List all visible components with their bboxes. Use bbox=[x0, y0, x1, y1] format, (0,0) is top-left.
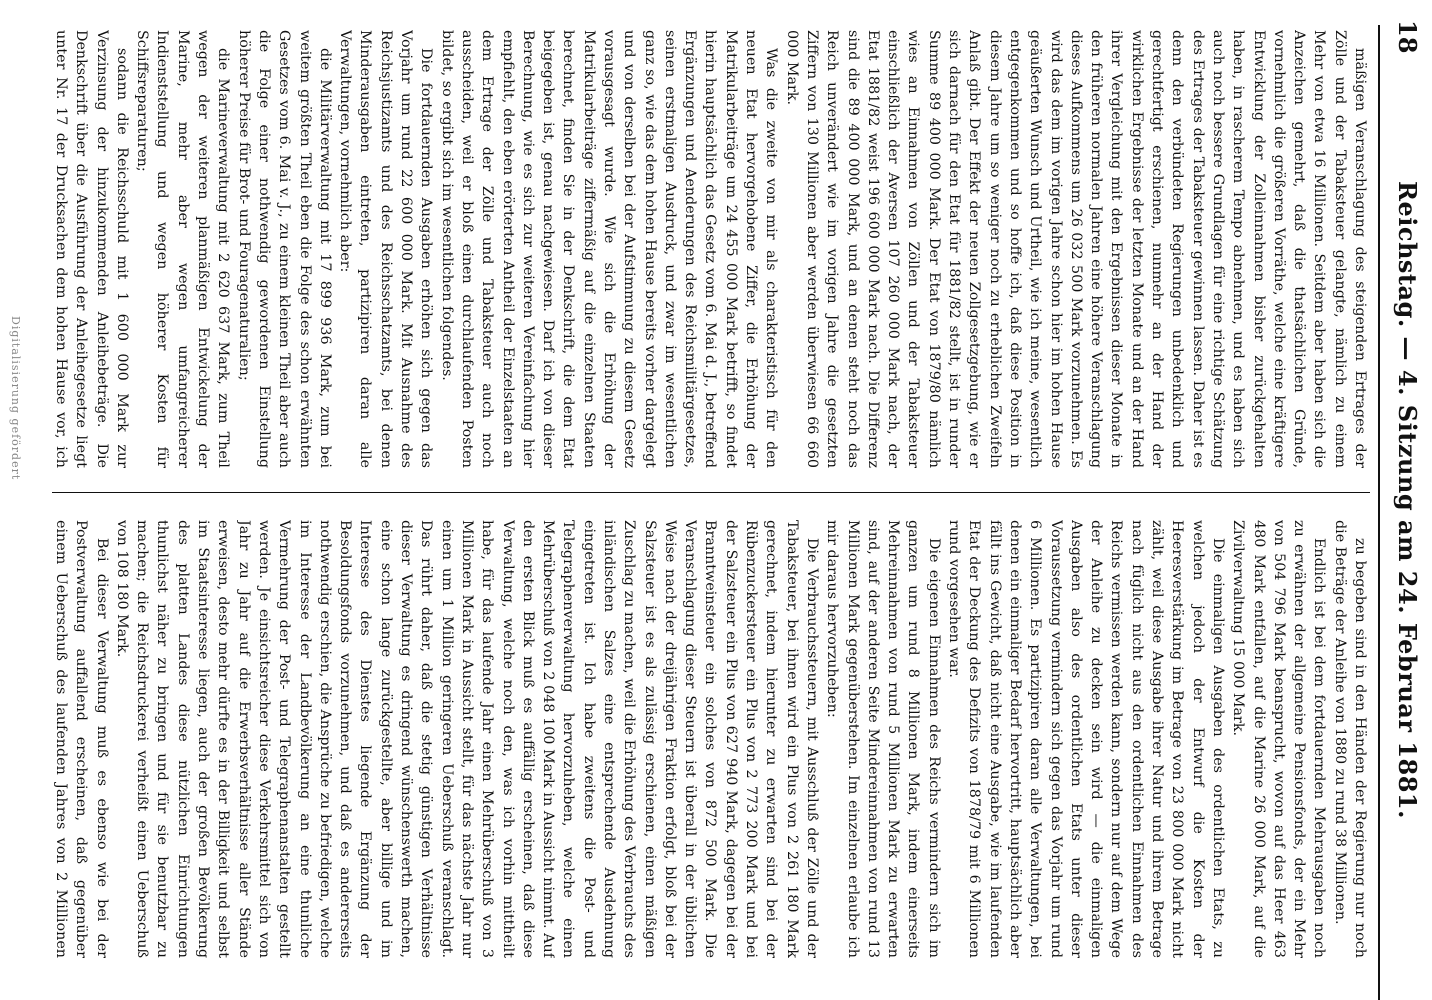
page-number: 18 bbox=[1393, 20, 1422, 54]
paragraph: mäßigen Veranschlagung des steigenden Ertrages der Zölle und der Tabaksteuer gelangte, nämlich zu einem Mehr von etwa 16 Millionen. Seitdem aber haben sich die Anzeichen gemehrt, daß die thatsächlichen Gründe, vornehmlich die größeren Vorräthe, welche eine kräftigere Entwicklung der Zolleinnahmen bisher zurückgehalten haben, in rascherem Tempo abnehmen, und es haben sich auch noch bessere Grundlagen für eine richtige Schätzung des Ertrages der Tabaksteuer gewinnen lassen. Daher ist es denn den verbündeten Regierungen unbedenklich und gerechtfertigt erschienen, nunmehr an der Hand der wirklichen Ergebnisse der letzten Monate und an der Hand ihrer Vergleichung mit den Ergebnissen dieser Monate in den früheren normalen Jahren eine höhere Veranschlagung dieses Aufkommens um 26 032 500 Mark vorzunehmen. Es wird das dem im vorigen Jahre schon hier im hohen Hause geäußerten Wunsch und Urtheil, wie ich meine, wesentlich entgegenkommen und so hoffe ich, daß diese Position in diesem Jahre um so weniger noch zu erheblichen Zweifeln Anlaß gibt. Der Effekt der neuen Zollgesetzgebung, wie er sich darnach für den Etat für 1881/82 stellt, ist in runder Summe 89 400 000 Mark. Der Etat von 1879/80 nämlich wies an Einnahmen von Zöllen und der Tabaksteuer einschließlich der Aversen 107 260 000 Mark nach, der Etat 1881/82 weist 196 600 000 Mark nach. Die Differenz sind die 89 400 000 Mark, und an denen steht noch das Reich unverändert wie im vorigen Jahre die gesetzten Ziffern von 130 Millionen aber werden überwiesen 66 660 000 Mark. bbox=[783, 30, 1368, 468]
paragraph: sodann die Reichsschuld mit 1 600 000 Mark zur Verzinsung der hinzukommenden Anleihebeträge. Die Denkschrift über die Ausführung der Anleihegesetze liegt unter Nr. 17 der Drucksachen dem hohen Hause vor, ich bbox=[53, 30, 130, 468]
page-header bbox=[1374, 0, 1432, 1000]
paragraph: Die Verbrauchssteuern, mit Ausschluß der Zölle und der Tabaksteuer, bei ihnen wird ein Plus von 2 261 180 Mark gerechnet, indem hierunter zu erwarten sind bei der Rübenzuckersteuer ein Plus von 2 773 200 Mark und bei der Salzsteuer ein Plus von 627 940 Mark, dagegen bei der Branntweinsteuer ein solches von 872 500 Mark. Die Veranschlagung dieser Steuern ist überall in der üblichen Weise nach der dreijährigen Fraktion erfolgt, bloß bei der Salzsteuer ist es als zulässig erschienen, einen mäßigen Zuschlag zu machen, weil die Erhöhung des Verbrauchs des inländischen Salzes eine entsprechende Ausdehnung eingetreten ist. Ich habe zweitens die Post- und Telegraphenverwaltung hervorzuheben, welche einen Mehrüberschuß von 2 048 100 Mark in Aussicht nimmt. Auf den ersten Blick muß es auffällig erscheinen, daß diese Verwaltung, welche noch den, was ich vorhin mittheilt habe, für das laufende Jahr einen Mehrüberschuß von 3 Millionen Mark in Aussicht stellt, für das nächste Jahr nur einen um 1 Million geringeren Ueberschuß veranschlagt. Das rührt daher, daß die stetig günstigen Verhältnisse dieser Verwaltung es dringend wünschenswerth machen, eine schon lange zurückgestellte, aber billige und im Interesse des Dienstes liegende Ergänzung der Besoldungsfonds vorzunehmen, und daß es andererseits nothwendig erschien, die Ansprüche zu befriedigen, welche im Interesse der Landbevölkerung an eine thunliche Vermehrung der Post- und Telegraphenanstalten gestellt werden. Je einsichtsreicher diese Verkehrsmittel sich von Jahr zu Jahr auf die Erwerbsverhältnisse aller Stände erweisen, desto mehr dürfte es in der Billigkeit und selbst im Staatsinteresse liegen, auch der großen Bevölkerung des platten Landes diese nützlichen Einrichtungen thunlichst näher zu bringen und für sie benutzbar zu machen; die Reichsdruckerei verheißt einen Ueberschuß von 108 180 Mark. bbox=[113, 520, 820, 958]
right-column bbox=[52, 520, 1370, 958]
faint-footer-text: Digitalisierung gefördert bbox=[9, 316, 22, 481]
paragraph: Was die zweite von mir als charakteristisch für den neuen Etat hervorgehobene Ziffer, die Erhöhung der Matrikularbeiträge um 24 455 000 Mark betrifft, so findet hierin hauptsächlich das Gesetz vom 6. Mai d. J., betreffend Ergänzungen und Aenderungen des Reichsmilitärgesetzes, seinen erstmaligen Ausdruck, und zwar im wesentlichen ganz so, wie das dem hohen Hause bereits vorher dargelegt und von derselben bei der Aufstimmung zu diesem Gesetz vorausgesagt wurde. Wie sich die Erhöhung der Matrikularbeiträge ziffermäßig auf die einzelnen Staaten berechnet, finden Sie in der Denkschrift, die dem Etat beigegeben ist, genau nachgewiesen. Darf ich von dieser Berechnung, wie es sich zur weiteren Vereinfachung hier empfiehlt, den eben erörterten Antheil der Einzelstaaten an dem Ertrage der Zölle und Tabaksteuer auch noch ausscheiden, weil er bloß einen durchlaufenden Posten bildet, so ergibt sich im wesentlichen folgendes. bbox=[438, 30, 780, 468]
paragraph: Die eigenen Einnahmen des Reichs vermindern sich im ganzen um rund 8 Millionen Mark, indem einerseits Mehreinnahmen von rund 5 Millionen Mark zu erwarten sind, auf der anderen Seite Mindereinnahmen von rund 13 Millionen Mark gegenüberstehen. Im einzelnen erlaube ich mir daraus hervorzuheben: bbox=[824, 520, 942, 958]
header-rule bbox=[1378, 25, 1380, 1000]
left-column bbox=[52, 30, 1370, 468]
paragraph: Die einmaligen Ausgaben des ordentlichen Etats, zu welchen jedoch der Entwurf die Kosten der Heeresverstärkung im Betrage von 23 800 000 Mark nicht zählt, weil diese Ausgabe ihrer Natur und ihrem Betrage nach füglich nicht aus den ordentlichen Einnahmen des Reichs vermissen werden kann, sondern nur auf dem Wege der Anleihe zu decken sein wird — die einmaligen Ausgaben also des ordentlichen Etats unter dieser Voraussetzung vermindern sich gegen das Vorjahr um rund 6 Millionen. Es partizipiren daran alle Verwaltungen, bei denen ein einmaliger Bedarf hervortritt, hauptsächlich aber fällt ins Gewicht, daß nicht eine Ausgabe, wie im laufenden Etat der Deckung des Defizits von 1878/79 mit 6 Millionen rund vorgesehen war. bbox=[946, 520, 1226, 958]
paragraph: Bei dieser Verwaltung muß es ebenso wie bei der Postverwaltung auffallend erscheinen, daß gegenüber einem Ueberschuß des laufenden Jahres von 2 Millionen bbox=[53, 520, 110, 958]
column-divider bbox=[52, 492, 1370, 493]
paragraph: die Marineverwaltung mit 2 620 637 Mark, zum Theil wegen der weiteren planmäßigen Entwickelung der Marine, mehr aber wegen umfangreicherer Indienststellung und wegen höherer Kosten für Schiffsreparaturen; bbox=[134, 30, 232, 468]
paragraph: die Militärverwaltung mit 17 899 936 Mark, zum bei weitem größten Theil eben die Folge des schon erwähnten Gesetzes vom 6. Mai v. J., zu einem kleinen Theil aber auch die Folge einer nothwendig gewordenen Einstellung höherer Preise für Brot- und Fouragenaturalien; bbox=[235, 30, 333, 468]
paragraph: Die fortdauernden Ausgaben erhöhen sich gegen das Vorjahr um rund 22 600 000 Mark. Mit Ausnahme des Reichsjustizamts und des Reichsschatzamts, bei denen Minderausgaben eintreten, partizipiren daran alle Verwaltungen, vornehmlich aber: bbox=[337, 30, 435, 468]
paragraph: zu begeben sind in den Händen der Regierung nur noch die Beträge der Anleihe von 1880 zu rund 38 Millionen. bbox=[1331, 520, 1368, 958]
paragraph: Endlich ist bei dem fortdauernden Mehrausgaben noch zu erwähnen der allgemeine Pensionsfonds, der ein Mehr von 504 796 Mark beansprucht, wovon auf das Heer 463 480 Mark entfallen, auf die Marine 26 000 Mark, auf die Zivilverwaltung 15 000 Mark. bbox=[1230, 520, 1328, 958]
page-title: Reichstag. — 4. Sitzung am 24. Februar 1881. bbox=[1393, 181, 1422, 819]
